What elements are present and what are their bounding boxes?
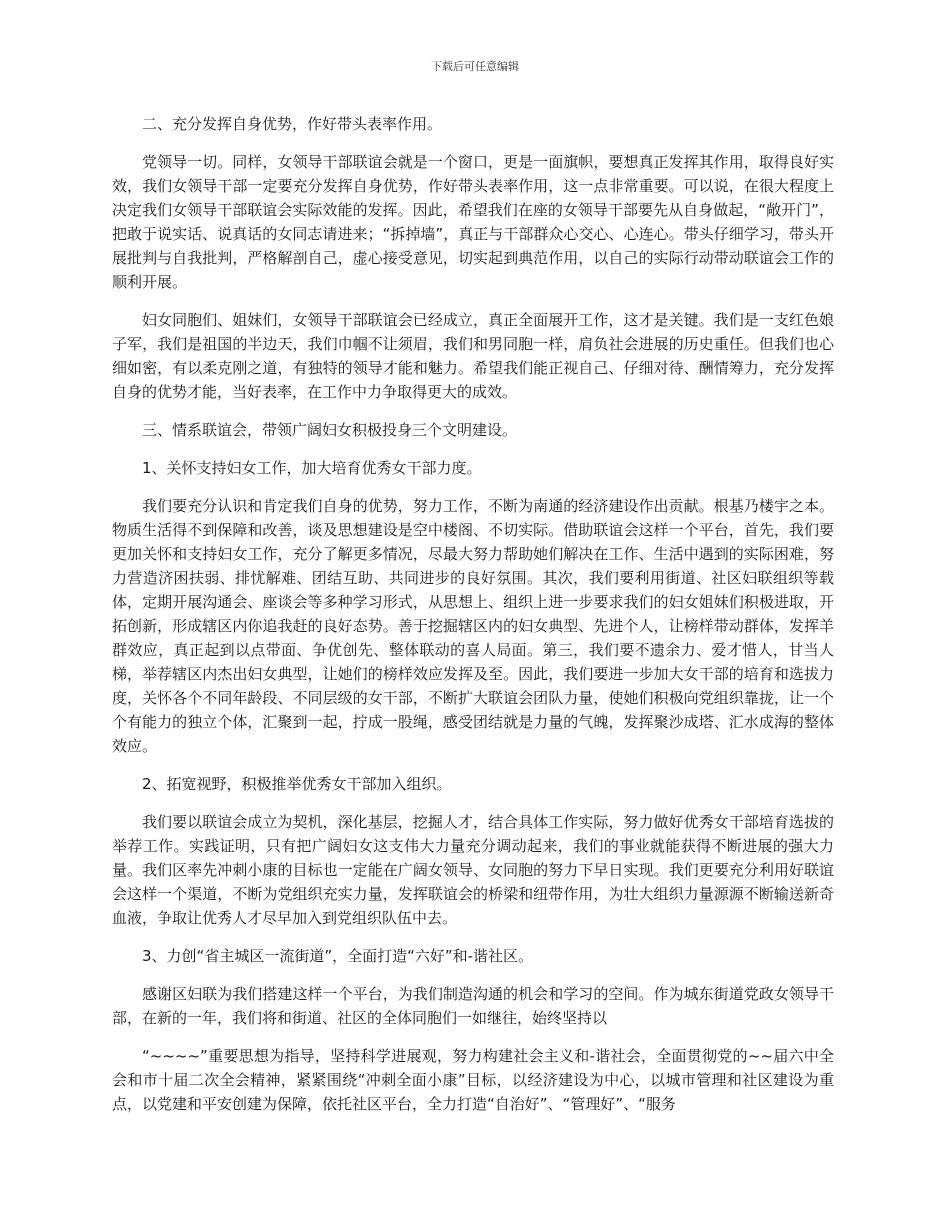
body-paragraph: “~~~~”重要思想为指导，坚持科学进展观，努力构建社会主义和-谐社会，全面贯彻党的~~届六中全会和市十届二次全会精神，紧紧围绕“冲刺全面小康”目标，以经济建设为中心，以城市管理和社区建设为重点，以党建和平安创建为保障，依托社区平台，全力打造“自治好”、“管理好”、“服务: [112, 1047, 834, 1113]
body-paragraph: 妇女同胞们、姐妹们，女领导干部联谊会已经成立，真正全面展开工作，这才是关键。我们是一支红色娘子军，我们是祖国的半边天，我们巾帼不让须眉，我们和男同胞一样，肩负社会进展的历史重任。但我们也心细如密，有以柔克刚之道，有独特的领导才能和魅力。希望我们能正视自己、仔细对待、酬情筹力，充分发挥自身的优势才能，当好表率，在工作中力争取得更大的成效。: [112, 311, 834, 401]
subheading-1: 1、关怀支持妇女工作，加大培育优秀女干部力度。: [142, 459, 482, 477]
body-paragraph: 我们要以联谊会成立为契机，深化基层，挖掘人才，结合具体工作实际，努力做好优秀女干部培育选拔的举荐工作。实践证明，只有把广阔妇女这支伟大力量充分调动起来，我们的事业就能获得不断进展的强大力量。我们区率先冲刺小康的目标也一定能在广阔女领导、女同胞的努力下早日实现。我们更要充分利用好联谊会这样一个渠道，不断为党组织充实力量，发挥联谊会的桥梁和纽带作用，为壮大组织力量源源不断输送新奇血液，争取让优秀人才尽早加入到党组织队伍中去。: [112, 813, 834, 927]
heading-section-2: 二、充分发挥自身优势，作好带头表率作用。: [142, 115, 443, 133]
subheading-2: 2、拓宽视野，积极推举优秀女干部加入组织。: [142, 775, 452, 793]
document-body: [112, 112, 834, 1130]
body-paragraph: 党领导一切。同样，女领导干部联谊会就是一个窗口，更是一面旗帜，要想真正发挥其作用，取得良好实效，我们女领导干部一定要充分发挥自身优势，作好带头表率作用，这一点非常重要。可以说，在很大程度上决定我们女领导干部联谊会实际效能的发挥。因此，希望我们在座的女领导干部要先从自身做起，“敞开门”，把敢于说实话、说真话的女同志请进来；“拆掉墙”，真正与干部群众心交心、心连心。带头仔细学习，带头开展批判与自我批判，严格解剖自己，虚心接受意见，切实起到典范作用，以自己的实际行动带动联谊会工作的顺利开展。: [112, 153, 834, 291]
page-header: 下载后可任意编辑: [431, 60, 519, 73]
heading-section-3: 三、情系联谊会，带领广阔妇女积极投身三个文明建设。: [142, 421, 518, 439]
body-paragraph: 我们要充分认识和肯定我们自身的优势，努力工作，不断为南通的经济建设作出贡献。根基乃楼宇之本。物质生活得不到保障和改善，谈及思想建设是空中楼阁、不切实际。借助联谊会这样一个平台，首先，我们要更加关怀和支持妇女工作，充分了解更多情况，尽最大努力帮助她们解决在工作、生活中遇到的实际困难，努力营造济困扶弱、排忧解难、团结互助、共同进步的良好氛围。其次，我们要利用街道、社区妇联组织等载体，定期开展沟通会、座谈会等多种学习形式，从思想上、组织上进一步要求我们的妇女姐妹们积极进取，开拓创新，形成辖区内你追我赶的良好态势。善于挖掘辖区内的妇女典型、先进个人，让榜样带动群体，发挥羊群效应，真正起到以点带面、争优创先、整体联动的喜人局面。第三，我们要不遗余力、爱才惜人，甘当人梯，举荐辖区内杰出妇女典型，让她们的榜样效应发挥及至。因此，我们要进一步加大女干部的培育和选拔力度，关怀各个不同年龄段、不同层级的女干部，不断扩大联谊会团队力量，使她们积极向党组织靠拢，让一个个有能力的独立个体，汇聚到一起，拧成一股绳，感受团结就是力量的气魄，发挥聚沙成塔、汇水成海的整体效应。: [112, 497, 834, 755]
subheading-3: 3、力创“省主城区一流街道”，全面打造“六好”和-谐社区。: [142, 947, 534, 965]
body-paragraph: 感谢区妇联为我们搭建这样一个平台，为我们制造沟通的机会和学习的空间。作为城东街道党政女领导干部，在新的一年，我们将和街道、社区的全体同胞们一如继往，始终坚持以: [112, 985, 834, 1027]
